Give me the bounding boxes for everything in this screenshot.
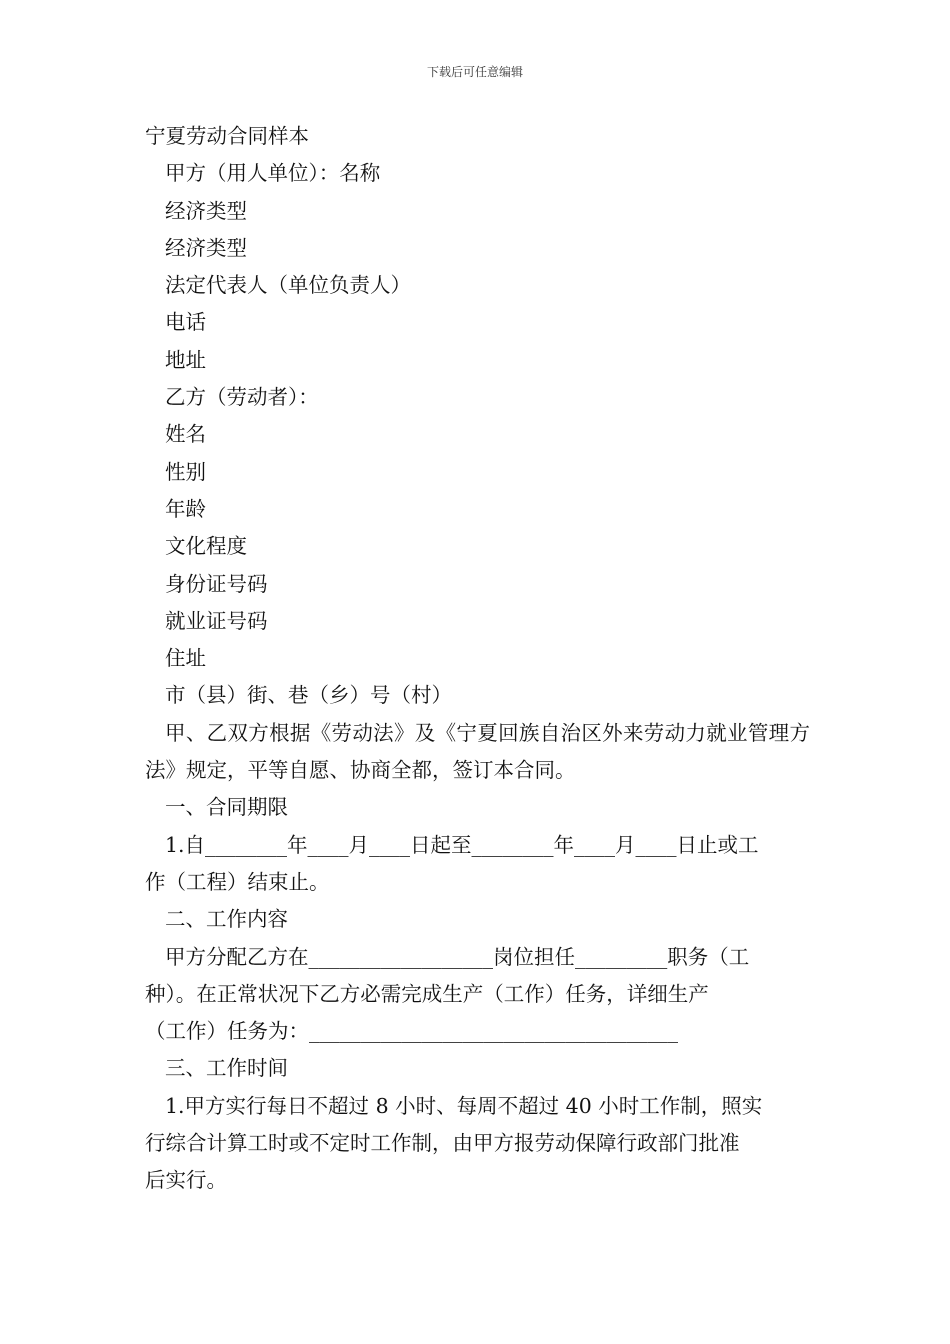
party-b-field-gender: 性别 — [165, 459, 206, 484]
party-b-field-id-number: 身份证号码 — [165, 571, 268, 596]
party-a-field-phone: 电话 — [165, 310, 206, 335]
section3-line2: 行综合计算工时或不定时工作制，由甲方报劳动保障行政部门批准 — [145, 1131, 740, 1156]
section1-line2: 作（工程）结束止。 — [145, 869, 330, 894]
party-b-field-name: 姓名 — [165, 422, 206, 447]
section2-line1: 甲方分配乙方在__________________岗位担任_________职务（工 — [165, 944, 750, 969]
party-b-field-education: 文化程度 — [165, 534, 247, 559]
section2-heading: 二、工作内容 — [165, 907, 288, 932]
section2-line2: 种）。在正常状况下乙方必需完成生产（工作）任务，详细生产 — [145, 981, 709, 1006]
party-b-field-employment-cert: 就业证号码 — [165, 608, 268, 633]
section2-line3: （工作）任务为：____________________________________ — [145, 1019, 678, 1044]
intro-paragraph: 甲、乙双方根据《劳动法》及《宁夏回族自治区外来劳动力就业管理方法》规定，平等自愿、协商全都，签订本合同。 — [145, 720, 810, 783]
page-header-note: 下载后可任意编辑 — [426, 65, 523, 79]
party-a-field-legal-rep: 法定代表人（单位负责人） — [165, 273, 411, 298]
party-b-label: 乙方（劳动者）： — [165, 385, 319, 410]
party-b-field-age: 年龄 — [165, 496, 206, 521]
section3-line1: 1.甲方实行每日不超过 8 小时、每周不超过 40 小时工作制，照实 — [165, 1093, 763, 1118]
section3-heading: 三、工作时间 — [165, 1056, 288, 1081]
party-b-field-residence: 住址 — [165, 646, 206, 671]
section1-heading: 一、合同期限 — [165, 795, 288, 820]
section3-line3: 后实行。 — [145, 1168, 227, 1193]
party-a-field-economic-type: 经济类型 — [165, 198, 247, 223]
party-a-label: 甲方（用人单位）：名称 — [165, 161, 381, 186]
contract-body — [145, 118, 810, 1200]
party-a-field-economic-type-2: 经济类型 — [165, 235, 247, 260]
document-title: 宁夏劳动合同样本 — [145, 124, 309, 148]
party-a-field-address: 地址 — [165, 347, 206, 372]
section1-line1: 1.自________年____月____日起至________年____月____日止或工 — [165, 832, 759, 857]
party-b-field-city-street: 市（县）街、巷（乡）号（村） — [165, 683, 452, 708]
